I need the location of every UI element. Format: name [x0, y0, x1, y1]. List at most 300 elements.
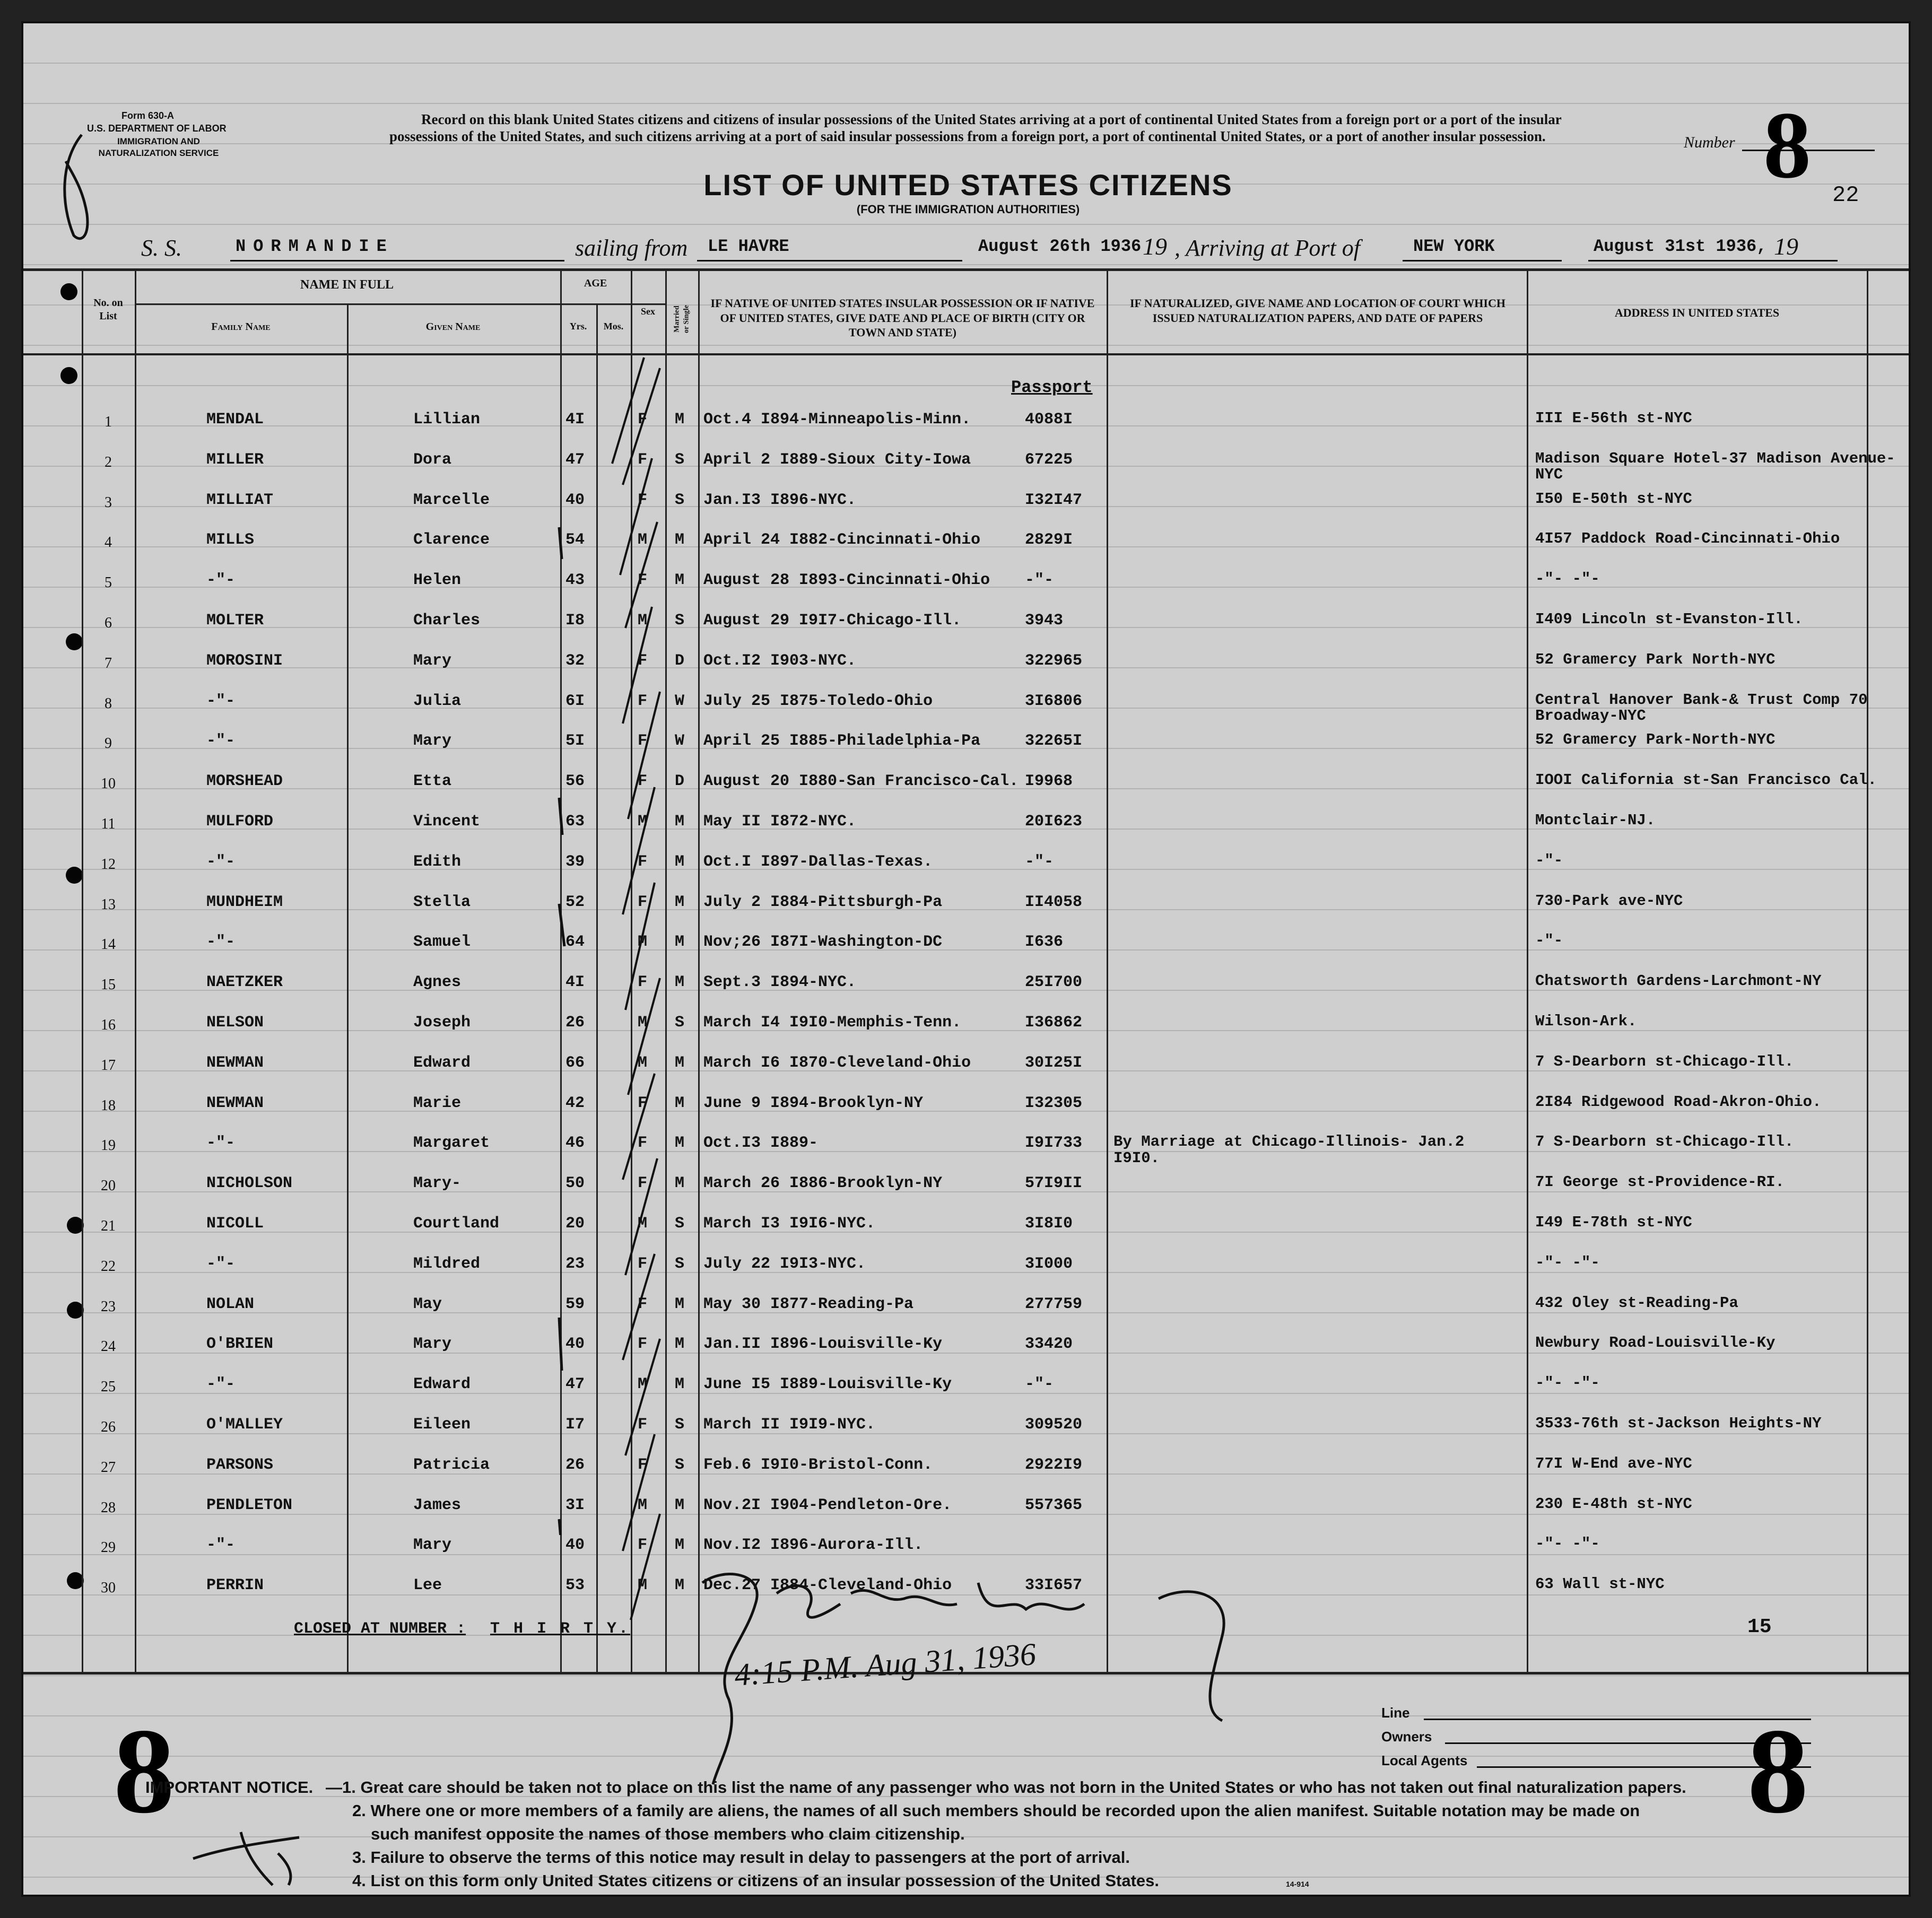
- age-years: 20: [565, 1215, 585, 1233]
- col-divider: [82, 268, 83, 1674]
- given-name: Margaret: [413, 1134, 490, 1153]
- marital-status: W: [675, 732, 685, 751]
- age-years: 47: [565, 1375, 585, 1394]
- birth-info: Oct.I2 I903-NYC.: [703, 651, 857, 670]
- closed-value: T H I R T Y.: [490, 1620, 631, 1638]
- passport-number: II4058: [1025, 893, 1083, 911]
- family-name: -"-: [206, 732, 236, 751]
- family-name: -"-: [206, 852, 236, 871]
- address: Chatsworth Gardens-Larchmont-NY: [1535, 972, 1822, 990]
- sex: F: [638, 411, 648, 429]
- page-title: LIST OF UNITED STATES CITIZENS: [703, 168, 1233, 202]
- row-number: 12: [101, 856, 116, 873]
- passport-number: 3943: [1025, 612, 1064, 630]
- given-name: Edith: [413, 852, 462, 871]
- sex: F: [638, 1295, 648, 1313]
- sex: F: [638, 651, 648, 670]
- passport-number: I32I47: [1025, 491, 1083, 509]
- birth-info: April 25 I885-Philadelphia-Pa: [703, 732, 981, 751]
- address: 432 Oley st-Reading-Pa: [1535, 1294, 1738, 1312]
- line-label: Line: [1381, 1705, 1410, 1721]
- marital-status: M: [675, 1496, 685, 1514]
- passport-number: I32305: [1025, 1094, 1083, 1112]
- number-label: Number: [1684, 134, 1735, 151]
- row-number: 3: [105, 494, 112, 511]
- address: I50 E-50th st-NYC: [1535, 490, 1692, 508]
- sex: F: [638, 450, 648, 469]
- marital-status: M: [675, 1375, 685, 1394]
- address: -"- -"-: [1535, 1535, 1600, 1553]
- family-name: MILLS: [206, 531, 255, 550]
- given-name: Lee: [413, 1576, 442, 1595]
- marital-status: S: [675, 612, 685, 630]
- instructions: Record on this blank United States citizens and citizens of insular possessions of the United States arriving at a port of continental United States from a foreign port or a port of the insular possessions of the United States, and such citizens arriving at a port of said insular possessions from a foreign port, a port of continental United States, or a port of another insular possession.: [389, 111, 1562, 144]
- age-years: 40: [565, 491, 585, 509]
- passport-number: 33420: [1025, 1335, 1073, 1354]
- birth-info: April 2 I889-Sioux City-Iowa: [703, 450, 971, 469]
- row-number: 28: [101, 1499, 116, 1516]
- given-name: Charles: [413, 612, 481, 630]
- age-years: 66: [565, 1053, 585, 1072]
- row-number: 14: [101, 936, 116, 953]
- arrival-port-underline: [1403, 260, 1562, 261]
- address: -"-: [1535, 932, 1563, 950]
- punch-hole: [60, 283, 77, 300]
- given-name: Clarence: [413, 531, 490, 550]
- given-name: Etta: [413, 772, 452, 791]
- handwritten-check-strokes: [602, 352, 708, 1678]
- address: 730-Park ave-NYC: [1535, 892, 1683, 910]
- family-name: MILLIAT: [206, 491, 274, 509]
- marital-status: S: [675, 1455, 685, 1474]
- sex: F: [638, 1536, 648, 1555]
- sex: M: [638, 1375, 648, 1394]
- row-number: 8: [105, 695, 112, 712]
- row-number: 2: [105, 454, 112, 470]
- family-name: NICHOLSON: [206, 1174, 293, 1193]
- family-name: NELSON: [206, 1014, 264, 1032]
- family-name: O'MALLEY: [206, 1416, 283, 1434]
- given-name: Julia: [413, 692, 462, 710]
- departure-year-suffix: 19: [1143, 233, 1167, 260]
- address: 7 S-Dearborn st-Chicago-Ill.: [1535, 1133, 1794, 1151]
- birth-info: Jan.I3 I896-NYC.: [703, 491, 857, 509]
- marital-status: M: [675, 1053, 685, 1072]
- naturalization: By Marriage at Chicago-Illinois- Jan.2 I9I0.: [1113, 1133, 1465, 1167]
- given-name: Vincent: [413, 813, 481, 831]
- handwritten-mark-bottom-left: [182, 1827, 315, 1890]
- col-divider: [1107, 268, 1108, 1674]
- sex: F: [638, 1254, 648, 1273]
- address: -"- -"-: [1535, 1253, 1600, 1271]
- sex: F: [638, 1134, 648, 1153]
- passport-number: 3I6806: [1025, 692, 1083, 710]
- col-header-married: Married or Single: [673, 304, 690, 334]
- family-name: MOROSINI: [206, 651, 283, 670]
- header-rule: [23, 353, 1911, 355]
- family-name: NOLAN: [206, 1295, 255, 1313]
- age-years: 4I: [565, 411, 585, 429]
- given-name: Mary-: [413, 1174, 462, 1193]
- sex: M: [638, 933, 648, 952]
- marital-status: W: [675, 692, 685, 710]
- birth-info: Oct.I3 I889-: [703, 1134, 819, 1153]
- row-number: 4: [105, 534, 112, 551]
- birth-info: March I3 I9I6-NYC.: [703, 1215, 876, 1233]
- row-number: 5: [105, 574, 112, 591]
- sex: F: [638, 1455, 648, 1474]
- age-years: 53: [565, 1576, 585, 1595]
- col-header-sex: Sex: [641, 306, 655, 317]
- birth-info: August 20 I880-San Francisco-Cal.: [703, 772, 1019, 791]
- given-name: Edward: [413, 1375, 471, 1394]
- row-number: 30: [101, 1580, 116, 1597]
- birth-info: Oct.4 I894-Minneapolis-Minn.: [703, 411, 971, 429]
- passport-number: 2922I9: [1025, 1455, 1083, 1474]
- given-name: Marcelle: [413, 491, 490, 509]
- marital-status: D: [675, 651, 685, 670]
- marital-status: M: [675, 411, 685, 429]
- col-header-age: AGE: [584, 277, 607, 289]
- age-years: 3I: [565, 1496, 585, 1514]
- family-name: MULFORD: [206, 813, 274, 831]
- passport-number: 277759: [1025, 1295, 1083, 1313]
- passport-number: 3I000: [1025, 1254, 1073, 1273]
- age-years: 32: [565, 651, 585, 670]
- passport-number: I636: [1025, 933, 1064, 952]
- sex: F: [638, 1174, 648, 1193]
- row-number: 17: [101, 1057, 116, 1074]
- address: Montclair-NJ.: [1535, 812, 1656, 829]
- marital-status: M: [675, 973, 685, 992]
- sex: F: [638, 1416, 648, 1434]
- birth-info: Nov.2I I904-Pendleton-Ore.: [703, 1496, 952, 1514]
- passport-number: I9968: [1025, 772, 1073, 791]
- punch-hole: [60, 367, 77, 384]
- birth-info: July 2 I884-Pittsburgh-Pa: [703, 893, 943, 911]
- address: 4I57 Paddock Road-Cincinnati-Ohio: [1535, 530, 1840, 548]
- birth-info: May 30 I877-Reading-Pa: [703, 1295, 914, 1313]
- address: Newbury Road-Louisville-Ky: [1535, 1334, 1776, 1352]
- passport-heading: Passport: [1011, 378, 1093, 397]
- age-years: 5I: [565, 732, 585, 751]
- marital-status: M: [675, 1174, 685, 1193]
- arriving-label: , Arriving at Port of: [1174, 235, 1360, 261]
- row-number: 11: [101, 816, 116, 832]
- sex: M: [638, 1215, 648, 1233]
- age-years: I7: [565, 1416, 585, 1434]
- age-subheader-rule: [560, 303, 631, 305]
- address: I409 Lincoln st-Evanston-Ill.: [1535, 611, 1803, 628]
- given-name: Edward: [413, 1053, 471, 1072]
- birth-info: June I5 I889-Louisville-Ky: [703, 1375, 952, 1394]
- passport-number: -"-: [1025, 1375, 1054, 1394]
- family-name: -"-: [206, 1254, 236, 1273]
- col-divider: [347, 303, 349, 1674]
- birth-info: Sept.3 I894-NYC.: [703, 973, 857, 992]
- given-name: Eileen: [413, 1416, 471, 1434]
- age-years: 47: [565, 450, 585, 469]
- address: -"- -"-: [1535, 1374, 1600, 1392]
- ship-underline: [230, 260, 564, 261]
- address: 77I W-End ave-NYC: [1535, 1454, 1692, 1472]
- big-number-right: 8: [1747, 1703, 1808, 1838]
- family-name: PENDLETON: [206, 1496, 293, 1514]
- passport-number: -"-: [1025, 852, 1054, 871]
- given-name: Marie: [413, 1094, 462, 1112]
- age-years: 50: [565, 1174, 585, 1193]
- page-count: 15: [1747, 1616, 1772, 1638]
- birth-info: Jan.II I896-Louisville-Ky: [703, 1335, 943, 1354]
- sex: M: [638, 1576, 648, 1595]
- passport-number: 25I700: [1025, 973, 1083, 992]
- age-years: 52: [565, 893, 585, 911]
- family-name: -"-: [206, 571, 236, 590]
- family-name: -"-: [206, 692, 236, 710]
- address: -"-: [1535, 851, 1563, 869]
- sex: F: [638, 1335, 648, 1354]
- address: 230 E-48th st-NYC: [1535, 1495, 1692, 1513]
- birth-info: Dec.27 I884-Cleveland-Ohio: [703, 1576, 952, 1595]
- marital-status: S: [675, 450, 685, 469]
- marital-status: M: [675, 1576, 685, 1595]
- from-port: LE HAVRE: [708, 237, 789, 256]
- address: Wilson-Ark.: [1535, 1013, 1637, 1030]
- col-header-name: NAME IN FULL: [300, 278, 394, 292]
- passport-number: 557365: [1025, 1496, 1083, 1514]
- address: 2I84 Ridgewood Road-Akron-Ohio.: [1535, 1093, 1822, 1111]
- family-name: -"-: [206, 933, 236, 952]
- age-years: 26: [565, 1014, 585, 1032]
- given-name: Patricia: [413, 1455, 490, 1474]
- passport-number: 309520: [1025, 1416, 1083, 1434]
- age-years: 64: [565, 933, 585, 952]
- passport-number: 32265I: [1025, 732, 1083, 751]
- service: IMMIGRATION AND NATURALIZATION SERVICE: [98, 136, 219, 159]
- age-years: 6I: [565, 692, 585, 710]
- row-number: 1: [105, 414, 112, 430]
- passport-number: 67225: [1025, 450, 1073, 469]
- page-subtitle: (FOR THE IMMIGRATION AUTHORITIES): [856, 203, 1080, 216]
- notice-2: 2. Where one or more members of a family are aliens, the names of all such members should be recorded upon the alien manifest. Suitable notation may be made on: [352, 1801, 1640, 1820]
- punch-hole: [66, 633, 83, 650]
- row-number: 22: [101, 1258, 116, 1275]
- marital-status: S: [675, 1014, 685, 1032]
- address: 63 Wall st-NYC: [1535, 1575, 1665, 1593]
- birth-info: Oct.I I897-Dallas-Texas.: [703, 852, 933, 871]
- page-number: 22: [1832, 182, 1859, 208]
- row-number: 7: [105, 655, 112, 672]
- row-number: 25: [101, 1379, 116, 1396]
- col-header-given: Given Name: [425, 321, 481, 333]
- age-years: 23: [565, 1254, 585, 1273]
- passport-number: 20I623: [1025, 813, 1083, 831]
- row-number: 20: [101, 1178, 116, 1195]
- col-header-mos: Mos.: [603, 321, 624, 332]
- marital-status: M: [675, 933, 685, 952]
- family-name: -"-: [206, 1134, 236, 1153]
- given-name: Mary: [413, 732, 452, 751]
- row-number: 15: [101, 977, 116, 993]
- col-divider: [135, 268, 136, 1674]
- notice-1: —1. Great care should be taken not to place on this list the name of any passenger who was not born in the United States or who has not taken out final naturalization papers.: [326, 1778, 1686, 1797]
- given-name: Helen: [413, 571, 462, 590]
- given-name: Lillian: [413, 411, 481, 429]
- age-years: 63: [565, 813, 585, 831]
- passport-number: 30I25I: [1025, 1053, 1083, 1072]
- row-number: 16: [101, 1017, 116, 1033]
- given-name: Dora: [413, 450, 452, 469]
- marital-status: M: [675, 1536, 685, 1555]
- marital-status: M: [675, 531, 685, 550]
- address: Madison Square Hotel-37 Madison Avenue-NYC: [1535, 449, 1895, 484]
- notice-heading: IMPORTANT NOTICE.: [145, 1778, 314, 1797]
- passport-number: I36862: [1025, 1014, 1083, 1032]
- marital-status: S: [675, 491, 685, 509]
- row-number: 21: [101, 1218, 116, 1234]
- family-name: PARSONS: [206, 1455, 274, 1474]
- age-years: 54: [565, 531, 585, 550]
- passport-number: I9I733: [1025, 1134, 1083, 1153]
- passport-number: 4088I: [1025, 411, 1073, 429]
- sex: F: [638, 893, 648, 911]
- family-name: NEWMAN: [206, 1094, 264, 1112]
- col-header-no: No. on List: [93, 297, 123, 322]
- marital-status: M: [675, 813, 685, 831]
- agents-label: Local Agents: [1381, 1753, 1468, 1768]
- marital-status: M: [675, 1094, 685, 1112]
- sex: M: [638, 813, 648, 831]
- birth-info: Nov.I2 I896-Aurora-Ill.: [703, 1536, 924, 1555]
- row-number: 13: [101, 896, 116, 913]
- sex: M: [638, 1014, 648, 1032]
- age-years: 4I: [565, 973, 585, 992]
- address: 7 S-Dearborn st-Chicago-Ill.: [1535, 1052, 1794, 1070]
- row-number: 18: [101, 1097, 116, 1114]
- birth-info: March II I9I9-NYC.: [703, 1416, 876, 1434]
- form-code: 14-914: [1286, 1880, 1309, 1888]
- marital-status: M: [675, 1295, 685, 1313]
- row-number: 26: [101, 1419, 116, 1435]
- arrival-date-underline: [1588, 260, 1838, 261]
- family-name: MENDAL: [206, 411, 264, 429]
- sex: F: [638, 571, 648, 590]
- manifest-sheet: [21, 21, 1911, 1897]
- marital-status: M: [675, 571, 685, 590]
- age-years: 59: [565, 1295, 585, 1313]
- passport-number: 322965: [1025, 651, 1083, 670]
- sex: M: [638, 531, 648, 550]
- family-name: PERRIN: [206, 1576, 264, 1595]
- passport-number: 33I657: [1025, 1576, 1083, 1595]
- birth-info: July 22 I9I3-NYC.: [703, 1254, 866, 1273]
- departure-date: August 26th 1936: [978, 237, 1142, 256]
- family-name: MOLTER: [206, 612, 264, 630]
- col-header-address: ADDRESS IN UNITED STATES: [1614, 306, 1780, 319]
- address: 52 Gramercy Park-North-NYC: [1535, 731, 1776, 749]
- passport-number: 2829I: [1025, 531, 1073, 550]
- sex: F: [638, 852, 648, 871]
- family-name: NICOLL: [206, 1215, 264, 1233]
- row-number: 10: [101, 775, 116, 792]
- col-header-family: Family Name: [211, 321, 271, 333]
- birth-info: March I6 I870-Cleveland-Ohio: [703, 1053, 971, 1072]
- age-years: 40: [565, 1536, 585, 1555]
- col-header-birth: IF NATIVE OF UNITED STATES INSULAR POSSESSION OR IF NATIVE OF UNITED STATES, GIVE DATE AND PLACE OF BIRTH (CITY OR TOWN AND STATE): [710, 297, 1095, 339]
- birth-info: Feb.6 I9I0-Bristol-Conn.: [703, 1455, 933, 1474]
- col-header-naturalized: IF NATURALIZED, GIVE NAME AND LOCATION OF COURT WHICH ISSUED NATURALIZATION PAPERS, AND DATE OF PAPERS: [1130, 297, 1505, 325]
- col-divider: [596, 303, 598, 1674]
- family-name: -"-: [206, 1375, 236, 1394]
- age-years: 26: [565, 1455, 585, 1474]
- address: 52 Gramercy Park North-NYC: [1535, 650, 1776, 668]
- address: -"- -"-: [1535, 570, 1600, 588]
- age-years: 39: [565, 852, 585, 871]
- marital-status: M: [675, 1134, 685, 1153]
- row-number: 9: [105, 735, 112, 752]
- address: IOOI California st-San Francisco Cal.: [1535, 771, 1877, 789]
- given-name: James: [413, 1496, 462, 1514]
- given-name: Mary: [413, 1536, 452, 1555]
- birth-info: August 29 I9I7-Chicago-Ill.: [703, 612, 962, 630]
- sex: F: [638, 732, 648, 751]
- family-name: MUNDHEIM: [206, 893, 283, 911]
- big-number-left: 8: [114, 1703, 175, 1838]
- family-name: O'BRIEN: [206, 1335, 274, 1354]
- ship-name: NORMANDIE: [236, 237, 394, 256]
- address: III E-56th st-NYC: [1535, 409, 1692, 427]
- arrival-date: August 31st 1936,: [1594, 237, 1767, 256]
- age-years: 42: [565, 1094, 585, 1112]
- given-name: Mildred: [413, 1254, 481, 1273]
- handwritten-tick-marks: [543, 501, 575, 1535]
- age-years: 40: [565, 1335, 585, 1354]
- family-name: MILLER: [206, 450, 264, 469]
- arrival-year-suffix: 19: [1774, 233, 1798, 260]
- marital-status: D: [675, 772, 685, 791]
- address: Central Hanover Bank-& Trust Comp 70 Broadway-NYC: [1535, 691, 1868, 725]
- marital-status: M: [675, 852, 685, 871]
- marital-status: M: [675, 1335, 685, 1354]
- family-name: NEWMAN: [206, 1053, 264, 1072]
- row-number: 29: [101, 1539, 116, 1556]
- sex: M: [638, 1053, 648, 1072]
- sex: F: [638, 692, 648, 710]
- address: 3533-76th st-Jackson Heights-NY: [1535, 1415, 1822, 1432]
- col-header-yrs: Yrs.: [569, 321, 587, 332]
- col-divider: [1527, 268, 1528, 1674]
- given-name: Stella: [413, 893, 471, 911]
- row-number: 27: [101, 1459, 116, 1476]
- passport-number: 3I8I0: [1025, 1215, 1073, 1233]
- age-years: 46: [565, 1134, 585, 1153]
- sex: M: [638, 612, 648, 630]
- given-name: Mary: [413, 1335, 452, 1354]
- passport-number: -"-: [1025, 571, 1054, 590]
- marital-status: S: [675, 1254, 685, 1273]
- notice-3: 3. Failure to observe the terms of this notice may result in delay to passengers at the port of arrival.: [352, 1848, 1130, 1867]
- age-years: 43: [565, 571, 585, 590]
- birth-info: March I4 I9I0-Memphis-Tenn.: [703, 1014, 962, 1032]
- number-value: 8: [1763, 92, 1811, 198]
- marital-status: S: [675, 1416, 685, 1434]
- from-port-underline: [697, 260, 962, 261]
- sex: M: [638, 1496, 648, 1514]
- closed-label: CLOSED AT NUMBER :: [294, 1620, 466, 1638]
- signature-date: 4:15 P.M. Aug 31, 1936: [733, 1636, 1038, 1693]
- given-name: Courtland: [413, 1215, 500, 1233]
- given-name: Samuel: [413, 933, 471, 952]
